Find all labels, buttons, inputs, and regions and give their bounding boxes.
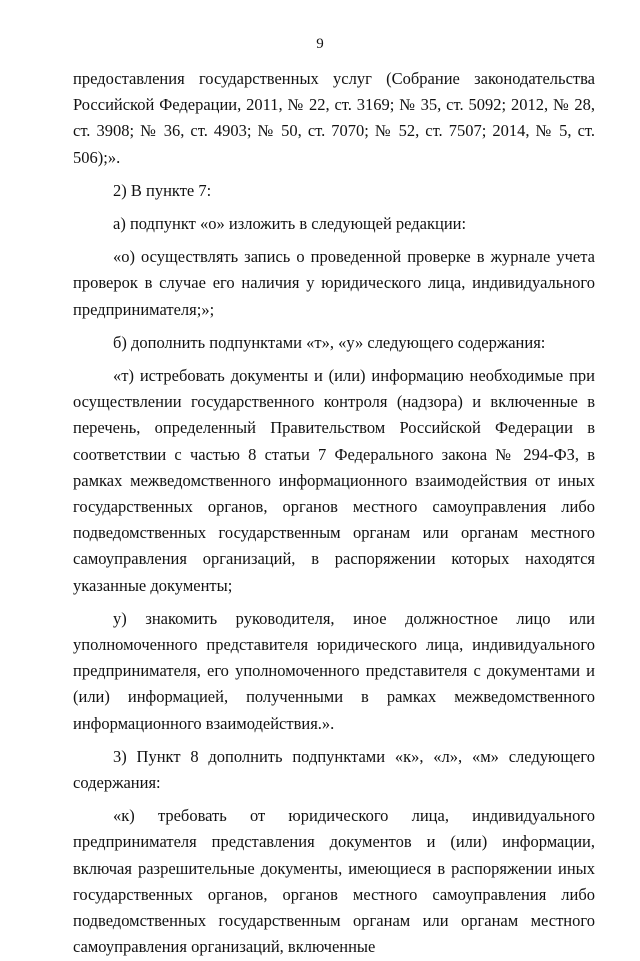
paragraph-subitem-b: б) дополнить подпунктами «т», «у» следующего содержания: (113, 332, 546, 352)
paragraph-subitem-o: «о) осуществлять запись о проведенной проверке в журнале учета проверок в случае его наличия у юридического лица, индивидуального предпринимателя;»; (73, 247, 595, 319)
document-body (73, 66, 595, 961)
paragraph-subitem-u: у) знакомить руководителя, иное должностное лицо или уполномоченного представителя юридического лица, индивидуального предпринимателя, его уполномоченного представителя с документами и (или) информацией, полученными в рамках межведомственного информационного взаимодействия.». (73, 608, 595, 733)
paragraph-subitem-t: «т) истребовать документы и (или) информацию необходимые при осуществлении государственного контроля (надзора) и включенные в перечень, определенный Правительством Российской Федерации в соответствии с частью 8 статьи 7 Федерального закона № 294-ФЗ, в рамках межведомственного информационного взаимодействия от иных государственных органов, органов местного самоуправления либо подведомственных государственным органам или органам местного самоуправления организаций, в распоряжении которых находятся указанные документы; (73, 366, 595, 595)
paragraph-subitem-a: а) подпункт «о» изложить в следующей редакции: (113, 214, 467, 234)
paragraph-item-3: 3) Пункт 8 дополнить подпунктами «к», «л», «м» следующего содержания: (73, 746, 595, 793)
paragraph-intro-continuation: предоставления государственных услуг (Собрание законодательства Российской Федерации, 2011, № 22, ст. 3169; № 35, ст. 5092; 2012, № 28, ст. 3908; № 36, ст. 4903; № 50, ст. 7070; № 52, ст. 7507; 2014, № 5, ст. 506);». (73, 69, 595, 167)
paragraph-item-2: 2) В пункте 7: (113, 180, 212, 200)
paragraph-subitem-k: «к) требовать от юридического лица, индивидуального предпринимателя представления документов и (или) информации, включая разрешительные документы, имеющиеся в распоряжении иных государственных органов, органов местного самоуправления либо подведомственных государственным органам или органам местного самоуправления организаций, включенные (73, 806, 595, 957)
page-number: 9 (316, 36, 324, 52)
